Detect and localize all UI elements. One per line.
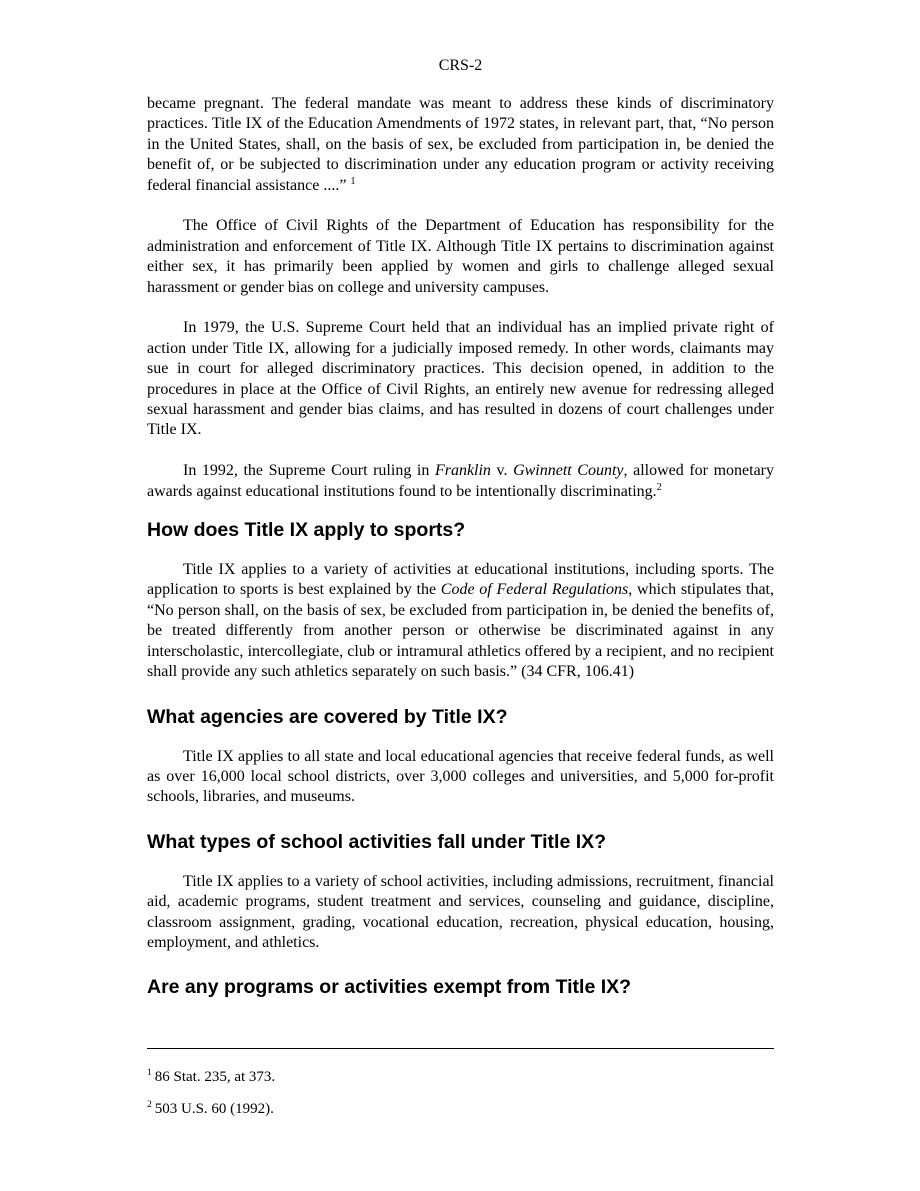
case-name-gwinnett: Gwinnett County xyxy=(513,462,624,480)
footnote-text: 86 Stat. 235, at 373. xyxy=(154,1069,276,1085)
footnote-2 xyxy=(147,1100,774,1119)
footnotes xyxy=(147,1068,774,1132)
section-heading-school-activities: What types of school activities fall under Title IX? xyxy=(147,830,607,853)
footnote-number: 1 xyxy=(147,1068,152,1078)
paragraph-title-ix-statute xyxy=(147,94,774,196)
footnote-ref-2: 2 xyxy=(656,481,662,493)
paragraph-office-civil-rights: The Office of Civil Rights of the Department of Education has responsibility for the administration and enforcement of Title IX. Although Title IX pertains to discrimination against either sex, it has primarily been applied by women and girls to challenge alleged sexual harassment or gender bias on college and university campuses. xyxy=(147,217,774,296)
footnote-number: 2 xyxy=(147,1100,152,1110)
paragraph-text: , which stipulates that, “No person shall, on the basis of sex, be excluded from participation in, be denied the benefits of, be treated differently from another person or otherwise be discriminated against in any interscholastic, intercollegiate, club or intramural athletics offered by a recipient, and no recipient shall provide any such athletics separately on such basis.” (34 CFR, 106.41) xyxy=(147,581,774,681)
case-name-franklin: Franklin xyxy=(434,462,491,480)
page-number-header: CRS-2 xyxy=(438,57,483,74)
versus-text: v. xyxy=(490,462,514,480)
paragraph-text: became pregnant. The federal mandate was meant to address these kinds of discriminatory practices. Title IX of the Education Amendments of 1972 states, in relevant part, that, “No person in the United States, shall, on the basis of sex, be excluded from participation in, be denied the benefit of, or be subjected to discrimination under any education program or activity receiving federal financial assistance ....” xyxy=(147,95,774,194)
paragraph-text: , allowed for monetary awards against educational institutions found to be intentionally discriminating. xyxy=(147,462,774,500)
paragraph-franklin-ruling xyxy=(147,461,774,502)
cfr-title: Code of Federal Regulations xyxy=(440,581,629,599)
section-heading-exemptions: Are any programs or activities exempt from Title IX? xyxy=(147,976,632,999)
paragraph-supreme-court-1979: In 1979, the U.S. Supreme Court held that an individual has an implied private right of action under Title IX, allowing for a judicially imposed remedy. In other words, claimants may sue in court for alleged discriminatory practices. This decision opened, in addition to the procedures in place at the Office of Civil Rights, an entirely new avenue for redressing alleged sexual harassment and gender bias claims, and has resulted in dozens of court challenges under Title IX. xyxy=(147,319,774,439)
paragraph-school-activities: Title IX applies to a variety of school activities, including admissions, recruitment, financial aid, academic programs, student treatment and services, counseling and guidance, discipline, classroom assignment, grading, vocational education, recreation, physical education, housing, employment, and athletics. xyxy=(147,872,774,951)
document-body xyxy=(147,94,774,999)
footnote-separator xyxy=(147,1048,774,1049)
section-heading-sports: How does Title IX apply to sports? xyxy=(147,519,466,542)
footnote-ref-1: 1 xyxy=(350,175,356,187)
paragraph-text: In 1992, the Supreme Court ruling in xyxy=(183,462,435,480)
footnote-text: 503 U.S. 60 (1992). xyxy=(154,1101,274,1117)
section-heading-agencies: What agencies are covered by Title IX? xyxy=(147,705,508,728)
paragraph-text: Title IX applies to a variety of activities at educational institutions, including sports. The application to sports is best explained by the xyxy=(147,561,774,599)
footnote-1 xyxy=(147,1068,774,1087)
paragraph-agencies: Title IX applies to all state and local educational agencies that receive federal funds, as well as over 16,000 local school districts, over 3,000 colleges and universities, and 5,000 for-profit schools, libraries, and museums. xyxy=(147,747,774,806)
paragraph-sports xyxy=(147,560,774,682)
